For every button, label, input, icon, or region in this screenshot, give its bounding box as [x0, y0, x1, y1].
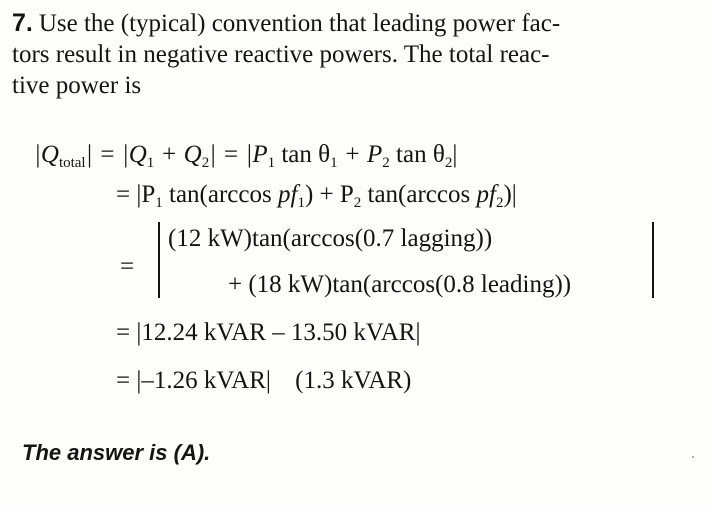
problem-line-2: tors result in negative reactive powers. The total reac-: [12, 41, 550, 68]
equation-line-4: = |12.24 kVAR – 13.50 kVAR|: [116, 319, 421, 346]
equation-line-2: = $|P_1$ tan(arccos $pf_1) + P_2$ tan(arccos $pf_2)|$: [116, 181, 517, 211]
equation-line-1: $|Q_{total}| = |Q_1 + Q_2| = |P_1$ $\tan \theta_1 + P_2$ $\tan \theta_2|$: [34, 141, 458, 171]
equation-line-3-top: (12 kW)tan(arccos(0.7 lagging)): [168, 225, 493, 252]
equation-line-5: = |–1.26 kVAR| (1.3 kVAR): [116, 367, 412, 394]
problem-statement: [12, 8, 692, 101]
abs-bar-right: [652, 222, 654, 298]
equation-line-3-equals: =: [120, 253, 135, 280]
problem-number: 7.: [12, 9, 33, 37]
approx-value: (1.3 kVAR): [295, 367, 412, 394]
answer-text: The answer is (A).: [22, 440, 211, 465]
problem-line-1: 7. Use the (typical) convention that leading power fac-: [12, 9, 561, 37]
equation-line-3-bottom: + (18 kW)tan(arccos(0.8 leading)): [228, 271, 572, 298]
abs-bar-left: [158, 222, 160, 298]
scan-speck: [692, 456, 694, 458]
problem-line-3: tive power is: [12, 72, 142, 99]
